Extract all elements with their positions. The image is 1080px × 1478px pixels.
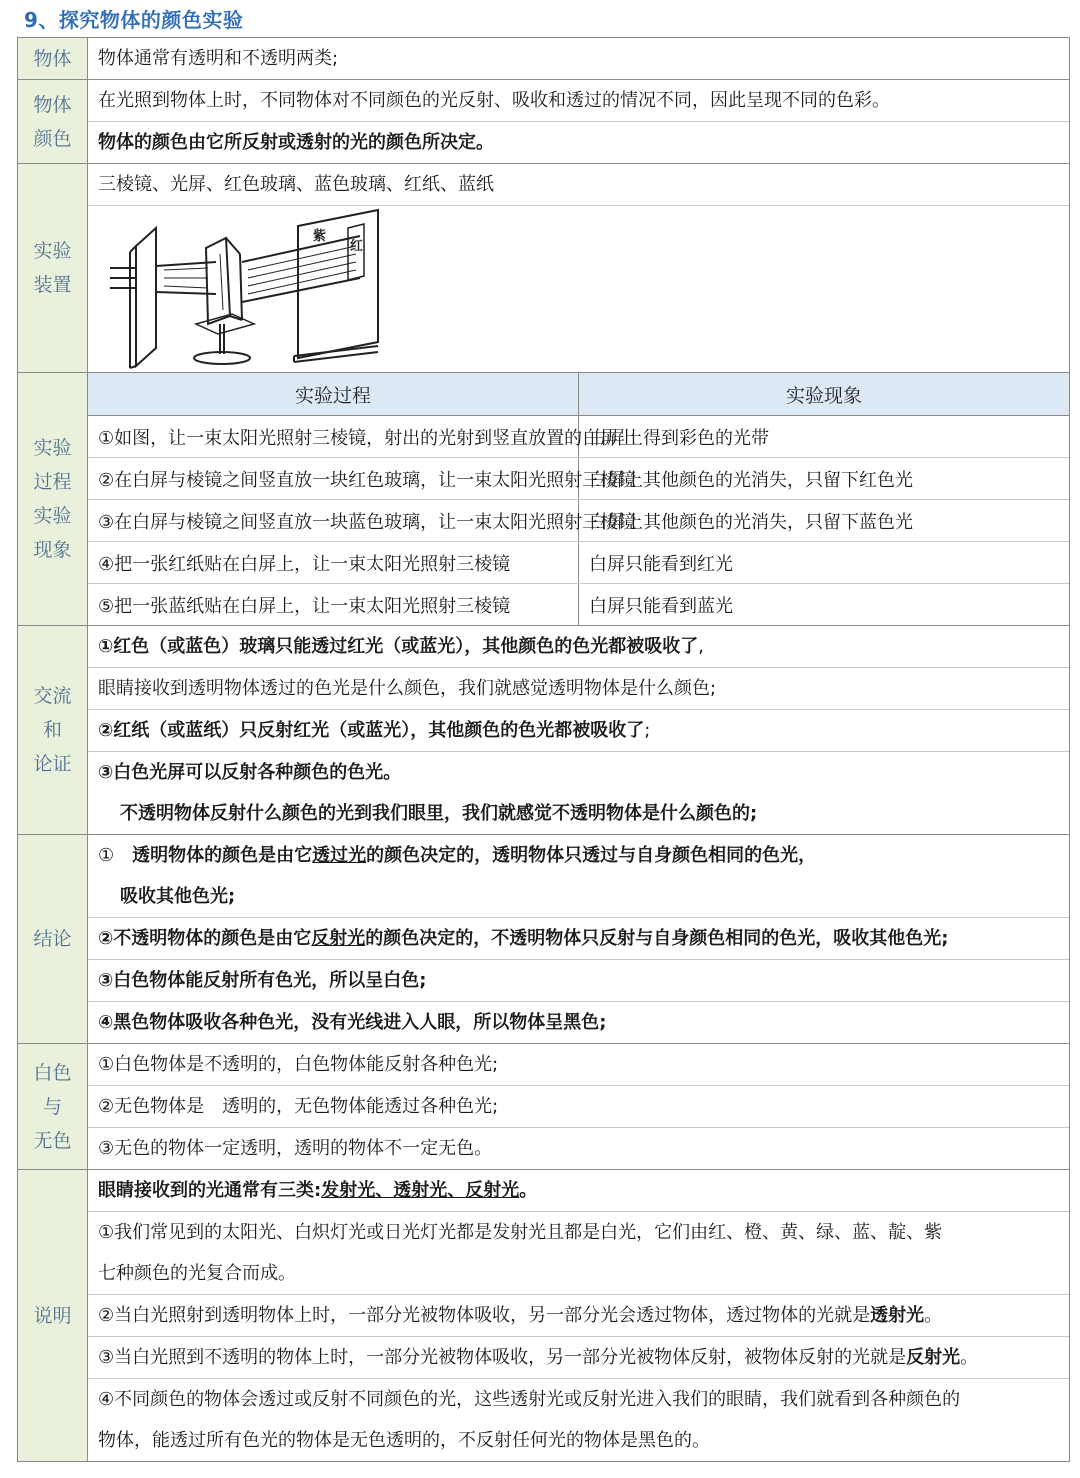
- discussion-text: ,: [698, 636, 704, 657]
- row-notes: [18, 1170, 1070, 1462]
- apparatus-figure: [88, 206, 1069, 372]
- label-text: 交流: [33, 685, 72, 707]
- label-apparatus: [18, 164, 88, 373]
- notes-text: 反射光: [906, 1347, 961, 1368]
- conclusion-text: 反射光: [311, 928, 366, 949]
- conclusion-text: ①: [98, 845, 115, 866]
- label-text: 实验: [33, 240, 72, 262]
- label-notes: [18, 1170, 88, 1462]
- notes-text: 。: [519, 1180, 538, 1201]
- row-conclusion: [18, 835, 1070, 1044]
- row-object-color: [18, 80, 1070, 164]
- white-colorless-line: ②无色物体是 透明的，无色物体能透过各种色光;: [88, 1086, 1069, 1128]
- object-color-line: 在光照到物体上时，不同物体对不同颜色的光反射、吸收和透过的情况不同，因此呈现不同的色彩。: [88, 80, 1069, 122]
- label-text: 颜色: [33, 127, 72, 150]
- slit-screen-shape: [136, 228, 156, 366]
- prism-shape: [206, 238, 230, 324]
- notes-text: 。: [960, 1347, 979, 1368]
- label-process: [18, 373, 88, 626]
- discussion-line: [88, 626, 1069, 668]
- label-text: 白色: [33, 1061, 72, 1084]
- phenomenon-cell: 白屏只能看到红光: [579, 542, 1070, 584]
- white-colorless-line: ③无色的物体一定透明，透明的物体不一定无色。: [98, 1138, 493, 1159]
- table-row: [88, 584, 1069, 626]
- content-notes: [88, 1170, 1070, 1462]
- prism-experiment-illustration: [108, 206, 408, 372]
- discussion-text: ①红色（或蓝色）玻璃只能透过红光（或蓝光），其他颜色的色光都被吸收了: [98, 636, 699, 657]
- discussion-line: ③白色光屏可以反射各种颜色的色光。: [98, 762, 402, 783]
- discussion-text: ;: [644, 720, 651, 741]
- conclusion-text: 透明物体的颜色是由它: [132, 845, 313, 866]
- content-process: [88, 373, 1070, 626]
- conclusion-line: ④黑色物体吸收各种色光，没有光线进入人眼，所以物体呈黑色;: [98, 1012, 607, 1033]
- conclusion-text: ②不透明物体的颜色是由它: [98, 928, 312, 949]
- notes-line: 物体，能透过所有色光的物体是无色透明的，不反射任何光的物体是黑色的。: [98, 1430, 710, 1451]
- discussion-text: ②红纸（或蓝纸）只反射红光（或蓝光），其他颜色的色光都被吸收了: [98, 720, 645, 741]
- object-text: 物体通常有透明和不透明两类;: [98, 48, 339, 69]
- label-white-colorless: [18, 1044, 88, 1170]
- notes-text: 。: [924, 1305, 943, 1326]
- notes-line: ①我们常见到的太阳光、白炽灯光或日光灯光都是发射光且都是白光，它们由红、橙、黄、绿、蓝、靛、紫: [98, 1222, 943, 1243]
- label-text: 装置: [33, 274, 72, 296]
- process-cell: ②在白屏与棱镜之间竖直放一块红色玻璃，让一束太阳光照射三棱镜: [88, 458, 579, 500]
- phenomenon-cell: 白屏上其他颜色的光消失，只留下蓝色光: [579, 500, 1070, 542]
- conclusion-line: [88, 835, 1069, 876]
- conclusion-text: 的颜色决定的，不透明物体只反射与自身颜色相同的色光，吸收其他色光;: [365, 928, 949, 949]
- figure-label-red: 红: [350, 239, 364, 254]
- label-text: 与: [42, 1095, 62, 1118]
- phenomenon-cell: 白屏只能看到蓝光: [589, 595, 733, 617]
- experiment-table: [17, 37, 1070, 1462]
- label-object-color: [18, 80, 88, 164]
- process-cell: ①如图，让一束太阳光照射三棱镜，射出的光射到竖直放置的白屏上: [88, 416, 579, 458]
- notes-line: ④不同颜色的物体会透过或反射不同颜色的光，这些透射光或反射光进入我们的眼睛，我们就看到各种颜色的: [98, 1389, 961, 1410]
- label-text: 说明: [33, 1304, 72, 1327]
- label-conclusion: [18, 835, 88, 1044]
- label-text: 现象: [33, 539, 72, 561]
- table-row: [88, 500, 1069, 542]
- notes-line: [88, 1170, 1069, 1212]
- row-apparatus: [18, 164, 1070, 373]
- process-cell: ④把一张红纸贴在白屏上，让一束太阳光照射三棱镜: [88, 542, 579, 584]
- notes-text: 透射光: [870, 1305, 925, 1326]
- table-row: [88, 416, 1069, 458]
- notes-line: [88, 1295, 1069, 1337]
- label-text: 过程: [33, 471, 72, 493]
- discussion-line: 眼睛接收到透明物体透过的色光是什么颜色，我们就感觉透明物体是什么颜色;: [88, 668, 1069, 710]
- row-white-colorless: [18, 1044, 1070, 1170]
- notes-line: [88, 1337, 1069, 1379]
- object-color-line: 物体的颜色由它所反射或透射的光的颜色所决定。: [98, 132, 494, 153]
- content-apparatus: [88, 164, 1070, 373]
- conclusion-line: ③白色物体能反射所有色光，所以呈白色;: [88, 960, 1069, 1002]
- notes-text: 发射光、透射光、反射光: [321, 1180, 520, 1201]
- process-header-row: [88, 373, 1069, 416]
- label-text: 论证: [33, 753, 72, 775]
- label-text: 实验: [33, 437, 72, 459]
- notes-text: ③当白光照到不透明的物体上时，一部分光被物体吸收，另一部分光被物体反射，被物体反射的光就是: [98, 1347, 907, 1368]
- discussion-line: [88, 710, 1069, 752]
- content-white-colorless: [88, 1044, 1070, 1170]
- content-object: [88, 38, 1070, 80]
- phenomenon-cell: 白屏上其他颜色的光消失，只留下红色光: [579, 458, 1070, 500]
- row-discussion: [18, 626, 1070, 835]
- phenomenon-cell: 白屏上得到彩色的光带: [579, 416, 1070, 458]
- notes-line: 七种颜色的光复合而成。: [88, 1253, 1069, 1295]
- content-conclusion: [88, 835, 1070, 1044]
- row-object: [18, 38, 1070, 80]
- figure-label-purple: 紫: [313, 229, 327, 244]
- content-discussion: [88, 626, 1070, 835]
- notes-text: 眼睛接收到的光通常有三类:: [98, 1180, 322, 1201]
- label-text: 实验: [33, 505, 72, 527]
- conclusion-text: 的颜色决定的，透明物体只透过与自身颜色相同的色光，: [366, 845, 817, 866]
- label-text: 无色: [33, 1129, 72, 1152]
- conclusion-text: 透过光: [312, 845, 367, 866]
- header-process: 实验过程: [88, 373, 579, 416]
- discussion-line: 不透明物体反射什么颜色的光到我们眼里，我们就感觉不透明物体是什么颜色的;: [120, 803, 758, 824]
- label-text: 物体: [33, 93, 72, 116]
- table-row: [88, 542, 1069, 584]
- label-object: [18, 38, 88, 80]
- process-cell: ③在白屏与棱镜之间竖直放一块蓝色玻璃，让一束太阳光照射三棱镜: [88, 500, 579, 542]
- process-cell: ⑤把一张蓝纸贴在白屏上，让一束太阳光照射三棱镜: [88, 584, 579, 626]
- white-colorless-line: ①白色物体是不透明的，白色物体能反射各种色光;: [88, 1044, 1069, 1086]
- label-discussion: [18, 626, 88, 835]
- label-text: 结论: [33, 928, 72, 950]
- notes-text: ②当白光照射到透明物体上时，一部分光被物体吸收，另一部分光会透过物体，透过物体的光就是: [98, 1305, 871, 1326]
- conclusion-line: 吸收其他色光;: [88, 876, 1069, 918]
- table-row: [88, 458, 1069, 500]
- conclusion-line: [88, 918, 1069, 960]
- apparatus-materials: 三棱镜、光屏、红色玻璃、蓝色玻璃、红纸、蓝纸: [88, 164, 1069, 206]
- header-phenomenon: 实验现象: [579, 373, 1070, 416]
- label-text: 物体: [33, 47, 72, 70]
- row-process: [18, 373, 1070, 626]
- label-text: 和: [42, 719, 62, 741]
- process-table: [88, 373, 1069, 625]
- white-screen-shape: [298, 210, 378, 358]
- content-object-color: [88, 80, 1070, 164]
- section-title: 9、探究物体的颜色实验: [24, 8, 244, 32]
